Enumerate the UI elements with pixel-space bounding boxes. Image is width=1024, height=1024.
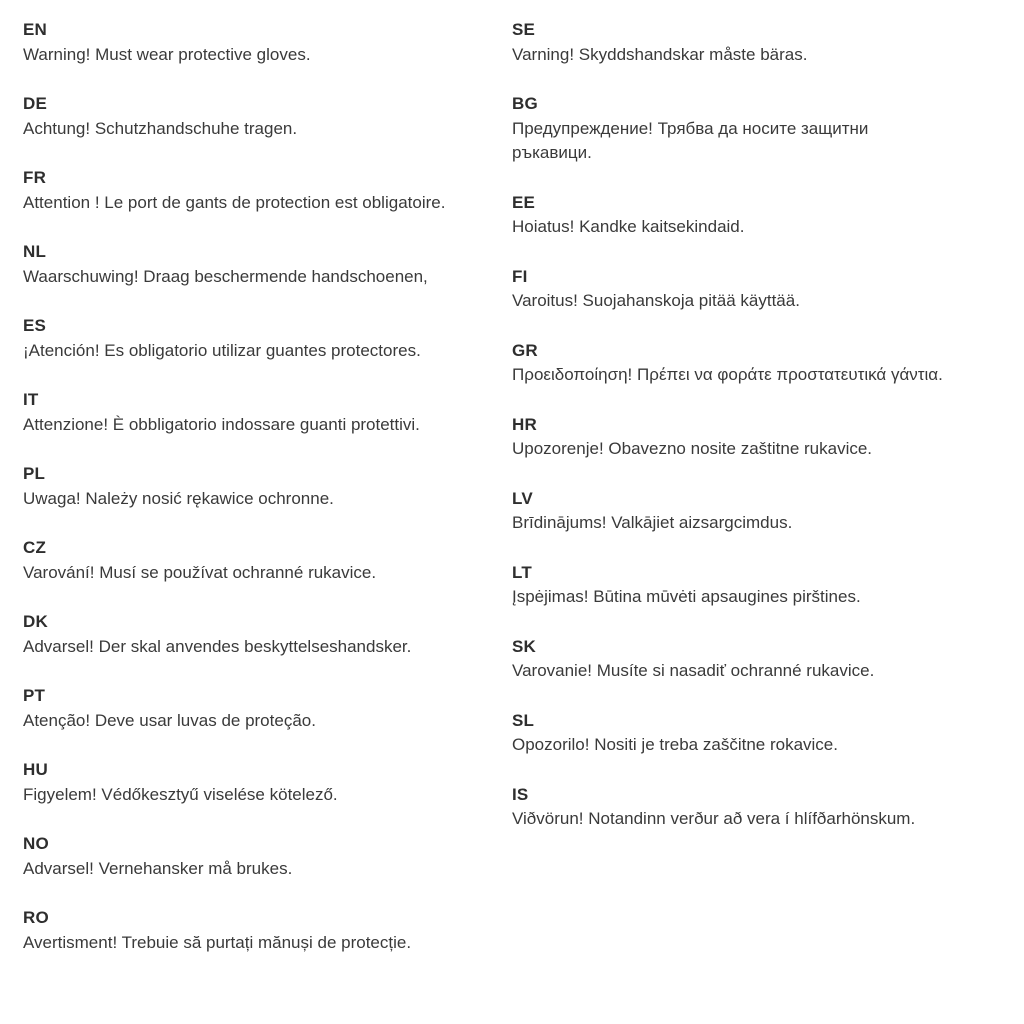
- language-entry-nl: [23, 240, 512, 289]
- warning-text: ¡Atención! Es obligatorio utilizar guantes protectores.: [23, 340, 421, 360]
- warning-text: Viðvörun! Notandinn verður að vera í hlífðarhönskum.: [512, 809, 916, 828]
- column-left: [23, 18, 512, 1024]
- language-entry-se: [512, 18, 1001, 67]
- language-entry-ro: [23, 906, 512, 955]
- language-code: EE: [512, 192, 536, 212]
- warning-text: Atenção! Deve usar luvas de proteção.: [23, 710, 316, 730]
- language-entry-en: [23, 18, 512, 67]
- language-entry-de: [23, 92, 512, 141]
- language-entry-lv: [512, 487, 1001, 536]
- warning-text: Įspėjimas! Būtina mūvėti apsaugines pirštines.: [512, 587, 861, 606]
- language-code: EN: [23, 20, 48, 39]
- language-code: SK: [512, 636, 537, 656]
- language-code: RO: [23, 908, 49, 927]
- warning-text: Achtung! Schutzhandschuhe tragen.: [23, 118, 298, 138]
- language-entry-hr: [512, 413, 1001, 462]
- language-entry-no: [23, 832, 512, 881]
- language-entry-pl: [23, 462, 512, 511]
- warning-text: Varoitus! Suojahanskoja pitää käyttää.: [512, 291, 800, 310]
- language-code: IT: [23, 390, 39, 409]
- language-code: BG: [512, 94, 538, 113]
- language-code: SE: [512, 20, 536, 39]
- language-entry-fi: [512, 265, 1001, 314]
- language-entry-is: [512, 783, 1001, 832]
- language-code: FR: [23, 168, 47, 187]
- warning-text: Upozorenje! Obavezno nosite zaštitne rukavice.: [512, 439, 873, 458]
- language-code: PT: [23, 686, 46, 705]
- language-code: DE: [23, 94, 48, 113]
- language-entry-sl: [512, 709, 1001, 758]
- warning-text: Uwaga! Należy nosić rękawice ochronne.: [23, 488, 334, 508]
- language-entry-fr: [23, 166, 512, 215]
- language-entry-lt: [512, 561, 1001, 610]
- warning-text: Warning! Must wear protective gloves.: [23, 44, 311, 64]
- language-code: NO: [23, 834, 49, 853]
- language-entry-es: [23, 314, 512, 363]
- warning-text: Varování! Musí se používat ochranné rukavice.: [23, 562, 377, 582]
- warning-text: Figyelem! Védőkesztyű viselése kötelező.: [23, 784, 338, 804]
- language-entry-pt: [23, 684, 512, 733]
- language-entry-gr: [512, 339, 1001, 388]
- language-entry-cz: [23, 536, 512, 585]
- language-code: LV: [512, 488, 533, 508]
- warning-text: Avertisment! Trebuie să purtați mănuși de protecție.: [23, 932, 412, 952]
- language-entry-it: [23, 388, 512, 437]
- language-code: LT: [512, 562, 532, 582]
- warning-text: Advarsel! Der skal anvendes beskyttelseshandsker.: [23, 636, 412, 656]
- language-code: PL: [23, 464, 46, 483]
- language-code: FI: [512, 266, 528, 286]
- warning-text: Varovanie! Musíte si nasadiť ochranné rukavice.: [512, 661, 875, 680]
- language-code: ES: [23, 316, 47, 335]
- warning-text: Attenzione! È obbligatorio indossare guanti protettivi.: [23, 414, 420, 434]
- language-entry-dk: [23, 610, 512, 659]
- language-code: SL: [512, 710, 535, 730]
- language-code: HU: [23, 760, 48, 779]
- language-entry-bg: [512, 92, 1001, 166]
- warning-text: Предупреждение! Трябва да носите защитни ръкавици.: [512, 118, 869, 162]
- warning-text: Hoiatus! Kandke kaitsekindaid.: [512, 217, 745, 236]
- language-entry-ee: [512, 191, 1001, 240]
- warning-text: Opozorilo! Nositi je treba zaščitne rokavice.: [512, 735, 838, 754]
- warning-text: Advarsel! Vernehansker må brukes.: [23, 858, 293, 878]
- language-entry-hu: [23, 758, 512, 807]
- warning-text: Προειδοποίηση! Πρέπει να φοράτε προστατευτικά γάντια.: [512, 365, 943, 384]
- language-code: HR: [512, 414, 537, 434]
- language-entry-sk: [512, 635, 1001, 684]
- language-code: IS: [512, 784, 529, 804]
- column-right: [512, 18, 1001, 1024]
- warning-text: Varning! Skyddshandskar måste bäras.: [512, 44, 808, 64]
- language-code: CZ: [23, 538, 47, 557]
- language-code: NL: [23, 242, 47, 261]
- language-code: GR: [512, 340, 538, 360]
- language-code: DK: [23, 612, 48, 631]
- warning-text: Brīdinājums! Valkājiet aizsargcimdus.: [512, 513, 793, 532]
- warning-text: Waarschuwing! Draag beschermende handschoenen,: [23, 266, 428, 286]
- warning-text: Attention ! Le port de gants de protection est obligatoire.: [23, 192, 446, 212]
